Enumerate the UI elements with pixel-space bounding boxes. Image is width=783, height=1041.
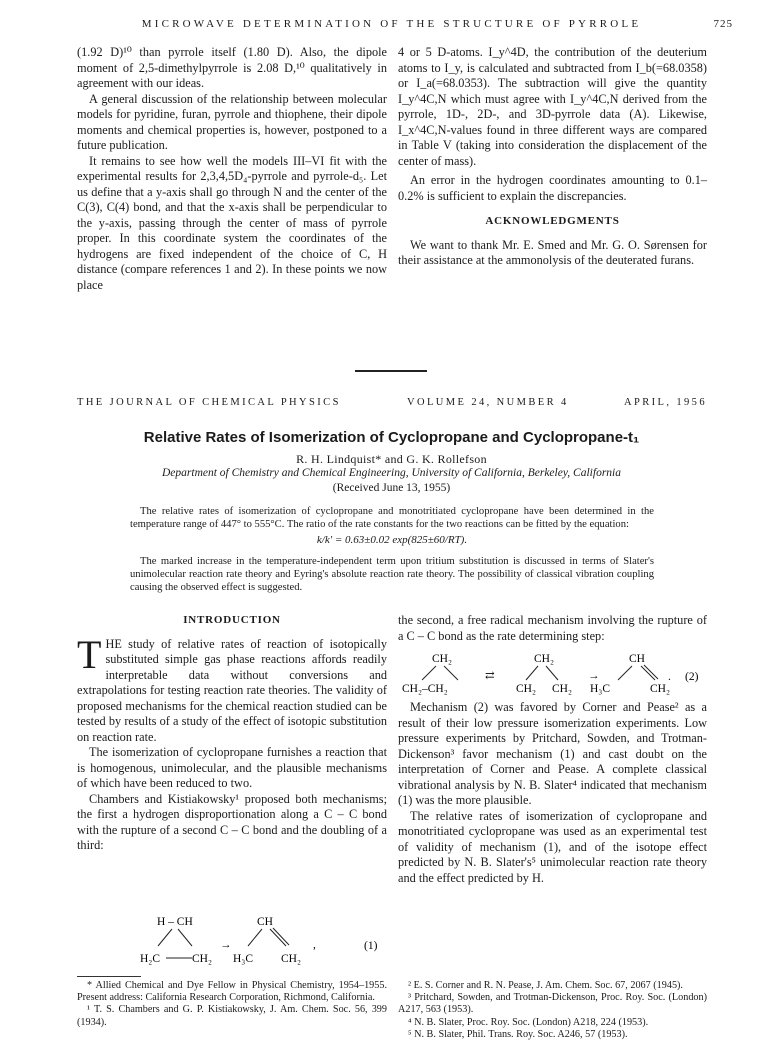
abstract-equation: k/k′ = 0.63±0.02 exp(825±60/RT). (316, 534, 468, 547)
arrow-right: → (588, 670, 600, 682)
intro-left-column (77, 613, 387, 854)
prev-paragraph: It remains to see how well the models III–VI fit with the experimental results for 2,3,4,5D₄-pyrrole and pyrrole-d₅. Let us define that a y-axis shall go through N and the center of the C(3), C(4) bond, and that the x-axis shall be perpendicular to the y-axis, passing through the center of mass of pyrrole proper. In this coordinate system the coordinates of the hydrogens are fixed independent of the choice of C, H distance (compare references 1 and 2). In these points we now place (77, 153, 387, 292)
reactant-hch: H – CH (157, 916, 193, 928)
product-ch2: CH₂ (281, 953, 301, 965)
footnote-rule-left (77, 976, 141, 977)
arrow-right: → (220, 939, 232, 951)
intro-paragraph-1-text: HE study of relative rates of reaction of isotopically substituted simple gas phase reactions affords readily interpretable data without conversions and extrapolations for testing reaction rate theories. The validity of proposed mechanisms for the chemical reaction studied can be tested by results of a study of the effect of isotopic substitution on reaction rate. (77, 636, 387, 744)
comma: , (313, 939, 316, 951)
radical-ch2-left: CH₂ (516, 683, 536, 695)
period: . (668, 671, 671, 683)
abstract-part-2: The marked increase in the temperature-independent term upon tritium substitution is discussed in terms of Slater's unimolecular reaction rate theory and Eyring's absolute reaction rate theory. The possibility of classical vibration coupling causing the observed effect is suggested. (130, 555, 654, 594)
intro-paragraph-2: The isomerization of cyclopropane furnishes a reaction that is homogenous, unimolecular, and the plausible mechanisms of which have been reduced to two. (77, 745, 387, 790)
equilibrium-arrow: ⇄ (485, 670, 495, 682)
abstract-part-1: The relative rates of isomerization of cyclopropane and monotritiated cyclopropane have been determined in the temperature range of 447° to 555°C. The ratio of the rate constants for the two reactions can be fitted by the equation: (130, 506, 654, 531)
acknowledgments-text: We want to thank Mr. E. Smed and Mr. G. O. Sørensen for their assistance at the ammonolysis of the deuterated furans. (398, 237, 707, 267)
article-separator-rule (355, 370, 427, 372)
journal-date: APRIL, 1956 (624, 397, 707, 408)
right-paragraph-2: Mechanism (2) was favored by Corner and Pease² as a result of their low pressure isomerization experiments. Low pressure experiments by Pritchard, Sowden, and Trotman-Dickenson³ favor mechanism (1) and cast doubt on the interpretation of Corner and Pease. A complete classical vibrational analysis by N. B. Slater⁴ indicated that mechanism (1) was the more plausible. (398, 700, 707, 807)
product-h3c: H₃C (233, 953, 253, 965)
intro-right-column (398, 613, 707, 644)
prev-paragraph: (1.92 D)¹⁰ than pyrrole itself (1.80 D). Also, the dipole moment of 2,5-dimethylpyrrole is 2.08 D,¹⁰ qualitatively in agreement with our ideas. (77, 45, 387, 90)
reactant-ch2: CH₂ (192, 953, 212, 965)
right-paragraph-1: the second, a free radical mechanism involving the rupture of a C – C bond as the rate determining step: (398, 613, 707, 643)
reactant-ch2ch2: CH₂–CH₂ (402, 683, 448, 695)
intro-paragraph-1 (77, 631, 387, 746)
journal-name: THE JOURNAL OF CHEMICAL PHYSICS (77, 397, 341, 408)
page-number: 725 (713, 18, 733, 30)
received-date: (Received June 13, 1955) (332, 482, 451, 494)
footnote: ¹ T. S. Chambers and G. P. Kistiakowsky, J. Am. Chem. Soc. 56, 399 (1934). (77, 1004, 387, 1028)
footnote: ⁵ N. B. Slater, Phil. Trans. Roy. Soc. A246, 57 (1953). (408, 1028, 628, 1040)
equation-1-number: (1) (364, 940, 378, 952)
prev-paragraph: A general discussion of the relationship between molecular models for pyridine, furan, pyrrole and thiophene, their dipole moments and chemical properties is, however, postponed to a future publication. (77, 91, 387, 152)
intro-paragraph-3: Chambers and Kistiakowsky¹ proposed both mechanisms; the first a hydrogen disproportionation along a C – C bond with the rupture of a second C – C bond and the doubling of a third: (77, 791, 387, 852)
radical-ch2-top: CH₂ (534, 653, 554, 665)
radical-ch2-right: CH₂ (552, 683, 572, 695)
product-ch: CH (629, 653, 645, 665)
drop-cap: T (77, 631, 102, 677)
footnote: * Allied Chemical and Dye Fellow in Physical Chemistry, 1954–1955. Present address: California Research Corporation, Richmond, California. (77, 980, 387, 1004)
equation-1-diagram (140, 912, 390, 970)
footnote: ² E. S. Corner and R. N. Pease, J. Am. Chem. Soc. 67, 2067 (1945). (408, 980, 683, 991)
footnote: ³ Pritchard, Sowden, and Trotman-Dickenson, Proc. Roy. Soc. (London) A217, 563 (1953). (398, 992, 707, 1016)
footnotes-right (398, 980, 707, 1041)
reactant-h2c: H₂C (140, 953, 160, 965)
prev-article-right-column (398, 45, 707, 269)
equation-2-number: (2) (685, 671, 699, 683)
product-h3c: H₃C (590, 683, 610, 695)
prev-paragraph: 4 or 5 D-atoms. I_y^4D, the contribution of the deuterium atoms to I_y, is calculated and subtracted from I_b(=68.0358) or I_a(=68.0353). The subtraction will give the quantity I_y^4C,N which must agree with I_y^4C,N derived from the pyrrole, 1D-, 2D-, and 3D-pyrrole data (A). Likewise, I_x^4C,N-values found in three different ways are compared in Table V (taking into consideration the displacement of the center of mass). (398, 45, 707, 168)
prev-article-left-column (77, 45, 387, 293)
prev-paragraph: An error in the hydrogen coordinates amounting to 0.1–0.2% is sufficient to explain the discrepancies. (398, 173, 707, 203)
product-ch: CH (257, 916, 273, 928)
intro-heading: INTRODUCTION (183, 614, 281, 626)
running-head-title: MICROWAVE DETERMINATION OF THE STRUCTURE OF PYRROLE (141, 18, 642, 30)
equation-2-diagram (398, 650, 708, 696)
article-affiliation: Department of Chemistry and Chemical Engineering, University of California, Berkeley, California (162, 467, 621, 479)
article-title: Relative Rates of Isomerization of Cyclopropane and Cyclopropane-t₁ (143, 429, 640, 446)
reactant-ch2-top: CH₂ (432, 653, 452, 665)
intro-right-column-continued (398, 700, 707, 886)
footnote: ⁴ N. B. Slater, Proc. Roy. Soc. (London) A218, 224 (1953). (408, 1016, 649, 1028)
article-authors: R. H. Lindquist* and G. K. Rollefson (296, 452, 487, 466)
footnotes-left (77, 980, 387, 1029)
acknowledgments-heading: ACKNOWLEDGMENTS (485, 215, 620, 227)
journal-volume: VOLUME 24, NUMBER 4 (407, 397, 569, 408)
abstract (130, 505, 654, 594)
right-paragraph-3: The relative rates of isomerization of cyclopropane and monotritiated cyclopropane was used as an experimental test of validity of mechanism (1), and of the isotope effect predicted by N. B. Slater's⁵ unimolecular reaction rate theory and the effect predicted by H. (398, 808, 707, 885)
running-head (0, 18, 783, 30)
product-ch2: CH₂ (650, 683, 670, 695)
